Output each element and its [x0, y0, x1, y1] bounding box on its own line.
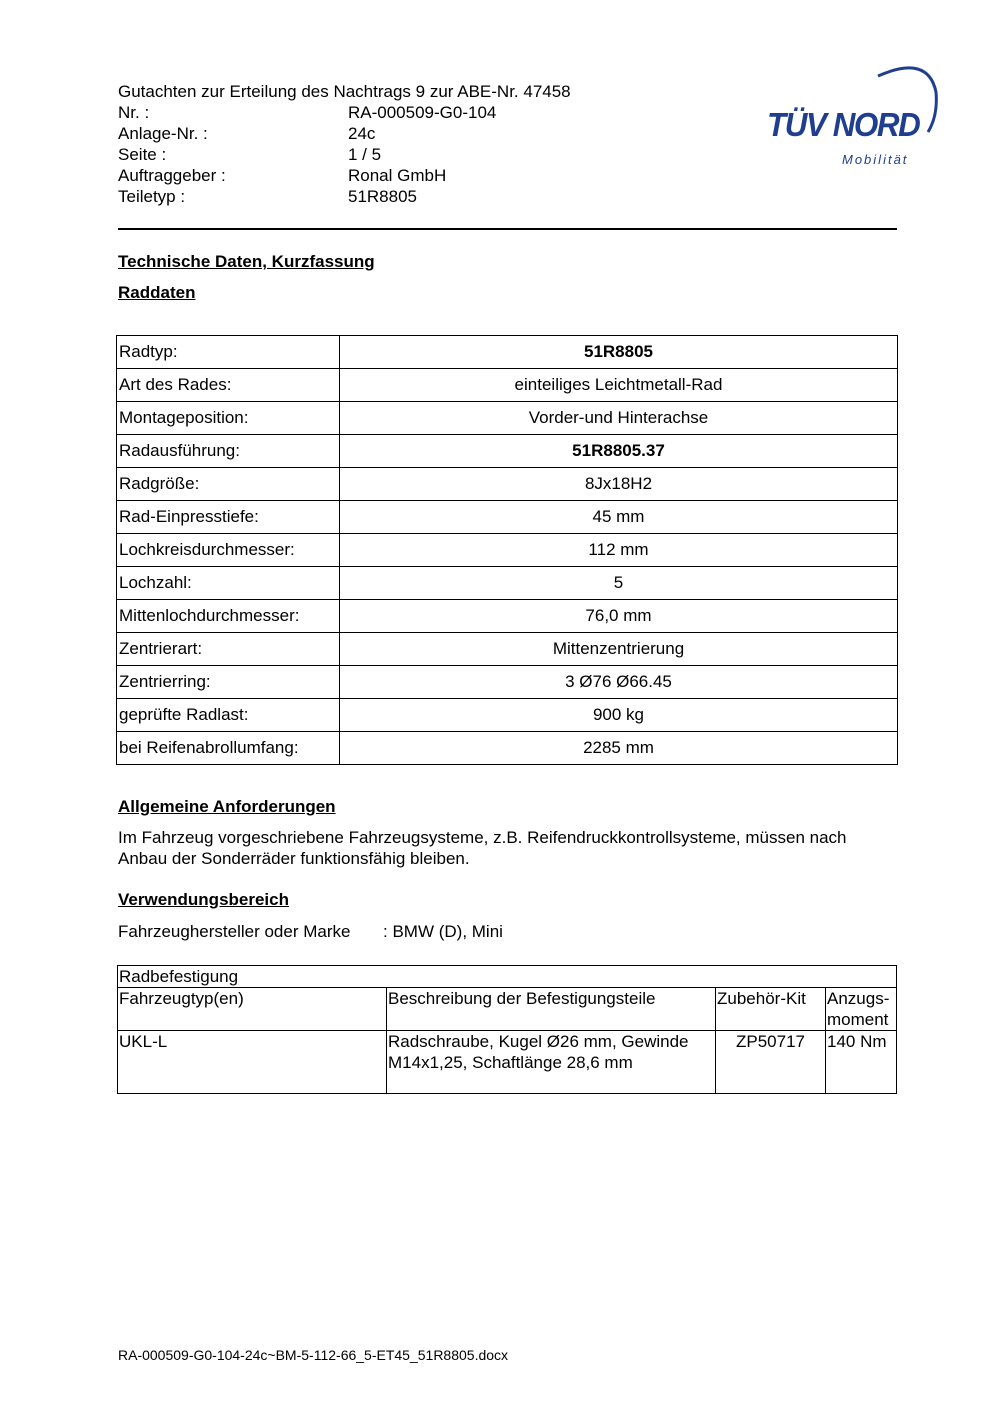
table-row	[117, 501, 898, 534]
header-label: Auftraggeber :	[118, 166, 226, 185]
raddaten-value: 5	[340, 567, 898, 600]
table-row	[117, 633, 898, 666]
raddaten-value: 51R8805	[340, 336, 898, 369]
header-row-teiletyp	[118, 186, 571, 207]
raddaten-value: 45 mm	[340, 501, 898, 534]
table-header-row	[118, 988, 897, 1031]
allgemeine-anforderungen-text: Im Fahrzeug vorgeschriebene Fahrzeugsysteme, z.B. Reifendruckkontrollsysteme, müssen nach Anbau der Sonderräder funktionsfähig bleiben.	[118, 828, 847, 868]
raddaten-value: 112 mm	[340, 534, 898, 567]
logo-wordmark: TÜV NORD	[767, 106, 920, 143]
table-row	[118, 1031, 897, 1094]
header-beschreibung: Beschreibung der Befestigungsteile	[387, 988, 716, 1031]
table-row	[117, 567, 898, 600]
header-value: 51R8805	[348, 187, 418, 206]
table-row	[117, 435, 898, 468]
header-value: Ronal GmbH	[348, 166, 447, 185]
raddaten-label: Zentrierart:	[117, 633, 340, 666]
table-row	[117, 402, 898, 435]
header-row-anlage	[118, 123, 571, 144]
header-label: Teiletyp :	[118, 187, 186, 206]
raddaten-label: Radausführung:	[117, 435, 340, 468]
cell-fahrzeugtyp: UKL-L	[118, 1031, 387, 1094]
raddaten-value: 8Jx18H2	[340, 468, 898, 501]
raddaten-label: Lochkreisdurchmesser:	[117, 534, 340, 567]
raddaten-value: 76,0 mm	[340, 600, 898, 633]
radbefestigung-table	[117, 965, 897, 1094]
raddaten-label: Radtyp:	[117, 336, 340, 369]
cell-beschreibung: Radschraube, Kugel Ø26 mm, Gewinde M14x1,25, Schaftlänge 28,6 mm	[387, 1031, 716, 1094]
verwendungsbereich-row	[118, 922, 503, 942]
raddaten-label: Art des Rades:	[117, 369, 340, 402]
raddaten-value: Vorder-und Hinterachse	[340, 402, 898, 435]
raddaten-label: bei Reifenabrollumfang:	[117, 732, 340, 765]
section-title-raddaten: Raddaten	[118, 283, 196, 302]
raddaten-label: geprüfte Radlast:	[117, 699, 340, 732]
table-row	[117, 699, 898, 732]
header-label: Nr. :	[118, 103, 150, 122]
raddaten-value: 900 kg	[340, 699, 898, 732]
table-row	[118, 966, 897, 988]
table-row	[117, 534, 898, 567]
header-zubehoer-kit: Zubehör-Kit	[716, 988, 826, 1031]
verwendung-value: : BMW (D), Mini	[383, 922, 503, 941]
raddaten-label: Radgröße:	[117, 468, 340, 501]
table-row	[117, 468, 898, 501]
table-row	[117, 600, 898, 633]
logo-subtitle: Mobilität	[842, 152, 909, 167]
raddaten-value: 51R8805.37	[340, 435, 898, 468]
table-row	[117, 369, 898, 402]
raddaten-label: Montageposition:	[117, 402, 340, 435]
header-row-auftraggeber	[118, 165, 571, 186]
raddaten-value: 3 Ø76 Ø66.45	[340, 666, 898, 699]
table-row	[117, 732, 898, 765]
raddaten-value: einteiliges Leichtmetall-Rad	[340, 369, 898, 402]
document-header	[118, 81, 571, 207]
tuv-nord-logo	[760, 56, 950, 171]
section-title-verwendungsbereich: Verwendungsbereich	[118, 890, 289, 909]
cell-zubehoer-kit: ZP50717	[716, 1031, 826, 1094]
header-value: 24c	[348, 124, 376, 143]
header-divider	[118, 228, 897, 230]
table-row	[117, 666, 898, 699]
cell-anzugsmoment: 140 Nm	[826, 1031, 897, 1094]
raddaten-value: 2285 mm	[340, 732, 898, 765]
header-row-seite	[118, 144, 571, 165]
header-value: 1 / 5	[348, 145, 382, 164]
section-title-allgemeine-anforderungen: Allgemeine Anforderungen	[118, 797, 336, 816]
raddaten-value: Mittenzentrierung	[340, 633, 898, 666]
raddaten-label: Rad-Einpresstiefe:	[117, 501, 340, 534]
header-label: Seite :	[118, 145, 167, 164]
document-title: Gutachten zur Erteilung des Nachtrags 9 zur ABE-Nr. 47458	[118, 82, 571, 101]
header-fahrzeugtyp: Fahrzeugtyp(en)	[118, 988, 387, 1031]
header-label: Anlage-Nr. :	[118, 124, 208, 143]
table-row	[117, 336, 898, 369]
verwendung-label: Fahrzeughersteller oder Marke	[118, 922, 351, 941]
radbefestigung-title: Radbefestigung	[118, 966, 897, 988]
raddaten-table	[116, 335, 898, 765]
raddaten-label: Lochzahl:	[117, 567, 340, 600]
header-anzugsmoment: Anzugs-moment	[826, 988, 897, 1031]
raddaten-label: Zentrierring:	[117, 666, 340, 699]
section-title-technische-daten: Technische Daten, Kurzfassung	[118, 252, 375, 271]
header-row-nr	[118, 102, 571, 123]
footer-filename: RA-000509-G0-104-24c~BM-5-112-66_5-ET45_51R8805.docx	[118, 1347, 509, 1363]
raddaten-label: Mittenlochdurchmesser:	[117, 600, 340, 633]
header-value: RA-000509-G0-104	[348, 103, 497, 122]
